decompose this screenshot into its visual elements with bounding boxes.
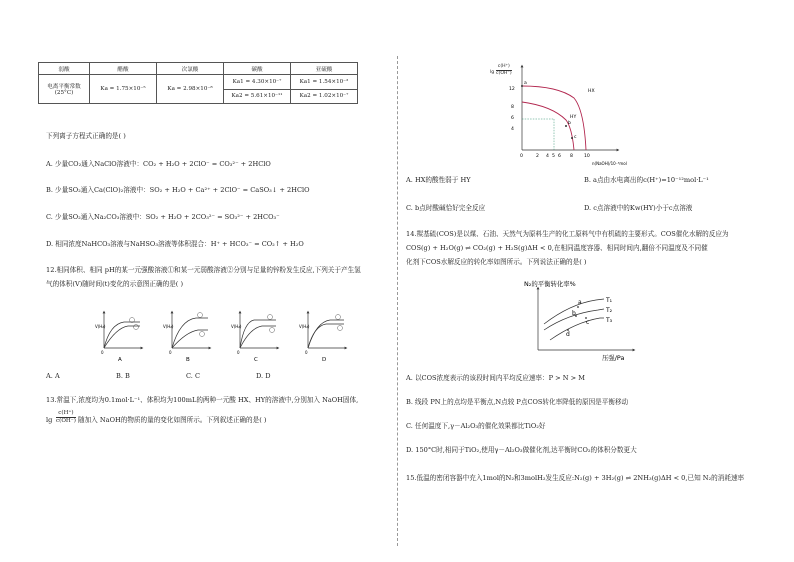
q11-option-c: C. 少量SO₂通入Na₂CO₃溶液中：SO₂ + H₂O + 2CO₃²⁻ = SO₃²⁻ + 2HCO₃⁻ <box>46 213 280 221</box>
origin-label: 0 <box>101 350 104 355</box>
chart-x-tick: 8 <box>570 154 573 159</box>
hy-label: HY <box>570 115 577 120</box>
point-b-label: b <box>568 121 571 126</box>
q14-line-2: COS(g) + H₂O(g) ⇌ CO₂(g) + H₂S(g)ΔH < 0,在相同温度容器、相同时间内,翻倍不同温度及不同催 <box>406 244 708 252</box>
q13-option-c: C. b点时酸碱恰好完全反应 <box>406 204 486 212</box>
origin-label: 0 <box>305 350 308 355</box>
point-a-label: a <box>524 81 527 86</box>
row-label-line-1: 电离平衡常数 <box>47 84 81 90</box>
origin-label: 0 <box>169 350 172 355</box>
q12-line-2: 气的体积(V)随时间(t)变化的示意图正确的是( ) <box>46 280 184 288</box>
chart-y-label: 12 <box>509 87 515 92</box>
table-row <box>39 75 358 90</box>
table-header-row <box>39 63 358 75</box>
chart-x-tick: 6 <box>558 154 561 159</box>
q11-option-a: A. 少量CO₂通入NaClO溶液中：CO₂ + H₂O + 2ClO⁻ = CO₃²⁻ + 2HClO <box>46 160 271 168</box>
q13-option-d: D. c点溶液中的Kw(HY)小于c点溶液 <box>584 204 693 212</box>
q12-answer-a: A. A <box>46 372 60 380</box>
point-c-label: c <box>574 135 577 140</box>
origin-label: 0 <box>237 350 240 355</box>
h2co3-ka1-cell: Ka1 = 4.30×10⁻⁷ <box>224 75 291 90</box>
q14-line-1: 14.羰基硫(COS)是以煤、石油、天然气为原料生产的化工原料气中有机硫的主要形式。COS催化水解的反应为 <box>406 230 729 238</box>
fraction-numerator: c(H⁺) <box>56 410 76 418</box>
graph-label: A <box>118 357 122 362</box>
q13-lg-label: lg <box>46 416 53 424</box>
q14-point-c: c <box>586 319 590 326</box>
q14-point-b: b <box>572 310 576 317</box>
graph-label: C <box>254 357 258 362</box>
chart-x-tick: 10 <box>584 154 590 159</box>
chart-y-label: 6 <box>511 116 514 121</box>
chart-y-label: 4 <box>511 127 514 132</box>
q14-y-label: N₂的平衡转化率% <box>524 280 576 288</box>
q14-option-d: D. 150°C时,相同于TiO₂,使用γ－Al₂O₃做催化剂,达平衡时CO₂的体积分数更大 <box>406 446 637 454</box>
q14-t3: T₃ <box>606 317 613 324</box>
chart-x-tick: 4 <box>546 154 549 159</box>
q12-graphs <box>92 306 362 362</box>
q14-x-label: 压强/Pa <box>602 354 625 362</box>
q14-chart <box>520 274 670 364</box>
h2so3-ka1-cell: Ka1 = 1.54×10⁻² <box>291 75 358 90</box>
q13-option-a: A. HX的酸性弱于 HY <box>406 176 471 184</box>
graph-b <box>163 312 210 362</box>
chart-x-tick: 0 <box>520 154 523 159</box>
q11-option-b: B. 少量SO₂通入Ca(ClO)₂溶液中：SO₂ + H₂O + Ca²⁺ + 2ClO⁻ = CaSO₃↓ + 2HClO <box>46 186 310 194</box>
q14-line-3: 化剂下COS水解反应的转化率如图所示。下列说法正确的是( ) <box>406 258 587 266</box>
table-header-cell: 碳酸 <box>224 63 291 75</box>
q13-fraction <box>56 410 76 425</box>
q11-option-d: D. 相同浓度NaHCO₃溶液与NaHSO₃溶液等体积混合：H⁺ + HCO₃⁻ = CO₂↑ + H₂O <box>46 240 304 248</box>
graph-a <box>95 312 142 362</box>
q13-line-1: 13.常温下,浓度均为0.1mol·L⁻¹、体积均为100mL的两种一元酸 HX、HY的溶液中,分别加入 NaOH固体, <box>46 396 359 404</box>
hx-label: HX <box>588 89 595 94</box>
q13-line-2: 随加入 NaOH的物质的量的变化如图所示。下列叙述正确的是( ) <box>78 416 267 424</box>
chart-x-label: n(NaOH)/10⁻³mol <box>592 161 627 166</box>
chart-x-tick: 5 <box>552 154 555 159</box>
point-c-marker <box>571 137 573 139</box>
q14-t1: T₁ <box>606 297 613 304</box>
table-header-cell: 次氯酸 <box>157 63 224 75</box>
graph-c <box>231 312 278 362</box>
point-b-marker <box>565 125 567 127</box>
table-header-cell: 醋酸 <box>90 63 157 75</box>
q12-answer-d: D. D <box>256 372 271 380</box>
q12-answer-b: B. B <box>116 372 130 380</box>
v-axis-label: V(H₂) <box>299 324 310 329</box>
q15-text: 15.低温的密闭容器中充入1mol的N₂和3molH₂发生反应:N₂(g) + 3H₂(g) ⇌ 2NH₃(g)ΔH < 0,已知 N₂的消耗速率 <box>406 474 745 482</box>
graph-label: B <box>186 357 190 362</box>
q13-option-b: B. a点由水电离出的c(H⁺)=10⁻¹²mol·L⁻¹ <box>584 176 709 184</box>
v-axis-label: V(H₂) <box>95 324 106 329</box>
graph-label: D <box>322 357 327 362</box>
q14-t2: T₂ <box>606 307 613 314</box>
q11-intro: 下列离子方程式正确的是( ) <box>46 132 126 140</box>
v-axis-label: V(H₂) <box>231 324 242 329</box>
chart-fraction-den: c(OH⁻) <box>496 71 512 76</box>
row-label-line-2: (25°C) <box>54 90 74 96</box>
chart-lg-label: lg <box>490 70 495 75</box>
q14-option-a: A. 以COS浓度表示的该段时间内平均反应速率：P > N > M <box>406 374 585 382</box>
ionization-constant-table <box>38 62 358 104</box>
h2co3-ka2-cell: Ka2 = 5.61×10⁻¹¹ <box>224 89 291 104</box>
point-a-marker <box>521 85 523 87</box>
chart-x-tick: 2 <box>536 154 539 159</box>
table-header-cell: 弱酸 <box>39 63 90 75</box>
q14-option-b: B. 线段 PN上的点均是平衡点,N点较 P点COS转化率降低的原因是平衡移动 <box>406 398 629 406</box>
hclo-ka-cell: Ka = 2.98×10⁻⁸ <box>157 75 224 104</box>
q12-line-1: 12.相同体积、相同 pH的某一元强酸溶液①和某一元弱酸溶液②分别与足量的锌粉发生反应,下列关于产生氢 <box>46 266 361 274</box>
acetic-ka-cell: Ka = 1.75×10⁻⁵ <box>90 75 157 104</box>
table-row-label <box>39 75 90 104</box>
graph-d <box>299 312 346 362</box>
chart-fraction-num: c(H⁺) <box>497 64 510 69</box>
q14-point-d: d <box>566 331 570 338</box>
hx-curve <box>522 86 586 150</box>
chart-y-label: 8 <box>511 105 514 110</box>
fraction-denominator: c(OH⁻) <box>56 418 76 424</box>
q14-point-a: a <box>578 299 582 306</box>
h2so3-ka2-cell: Ka2 = 1.02×10⁻⁷ <box>291 89 358 104</box>
q14-option-c: C. 任何温度下,γ－Al₂O₃的催化效果都比TiO₂好 <box>406 422 546 430</box>
column-divider <box>397 56 398 546</box>
q13-chart <box>508 62 658 166</box>
q12-answer-c: C. C <box>186 372 201 380</box>
table-header-cell: 亚硫酸 <box>291 63 358 75</box>
v-axis-label: V(H₂) <box>163 324 174 329</box>
